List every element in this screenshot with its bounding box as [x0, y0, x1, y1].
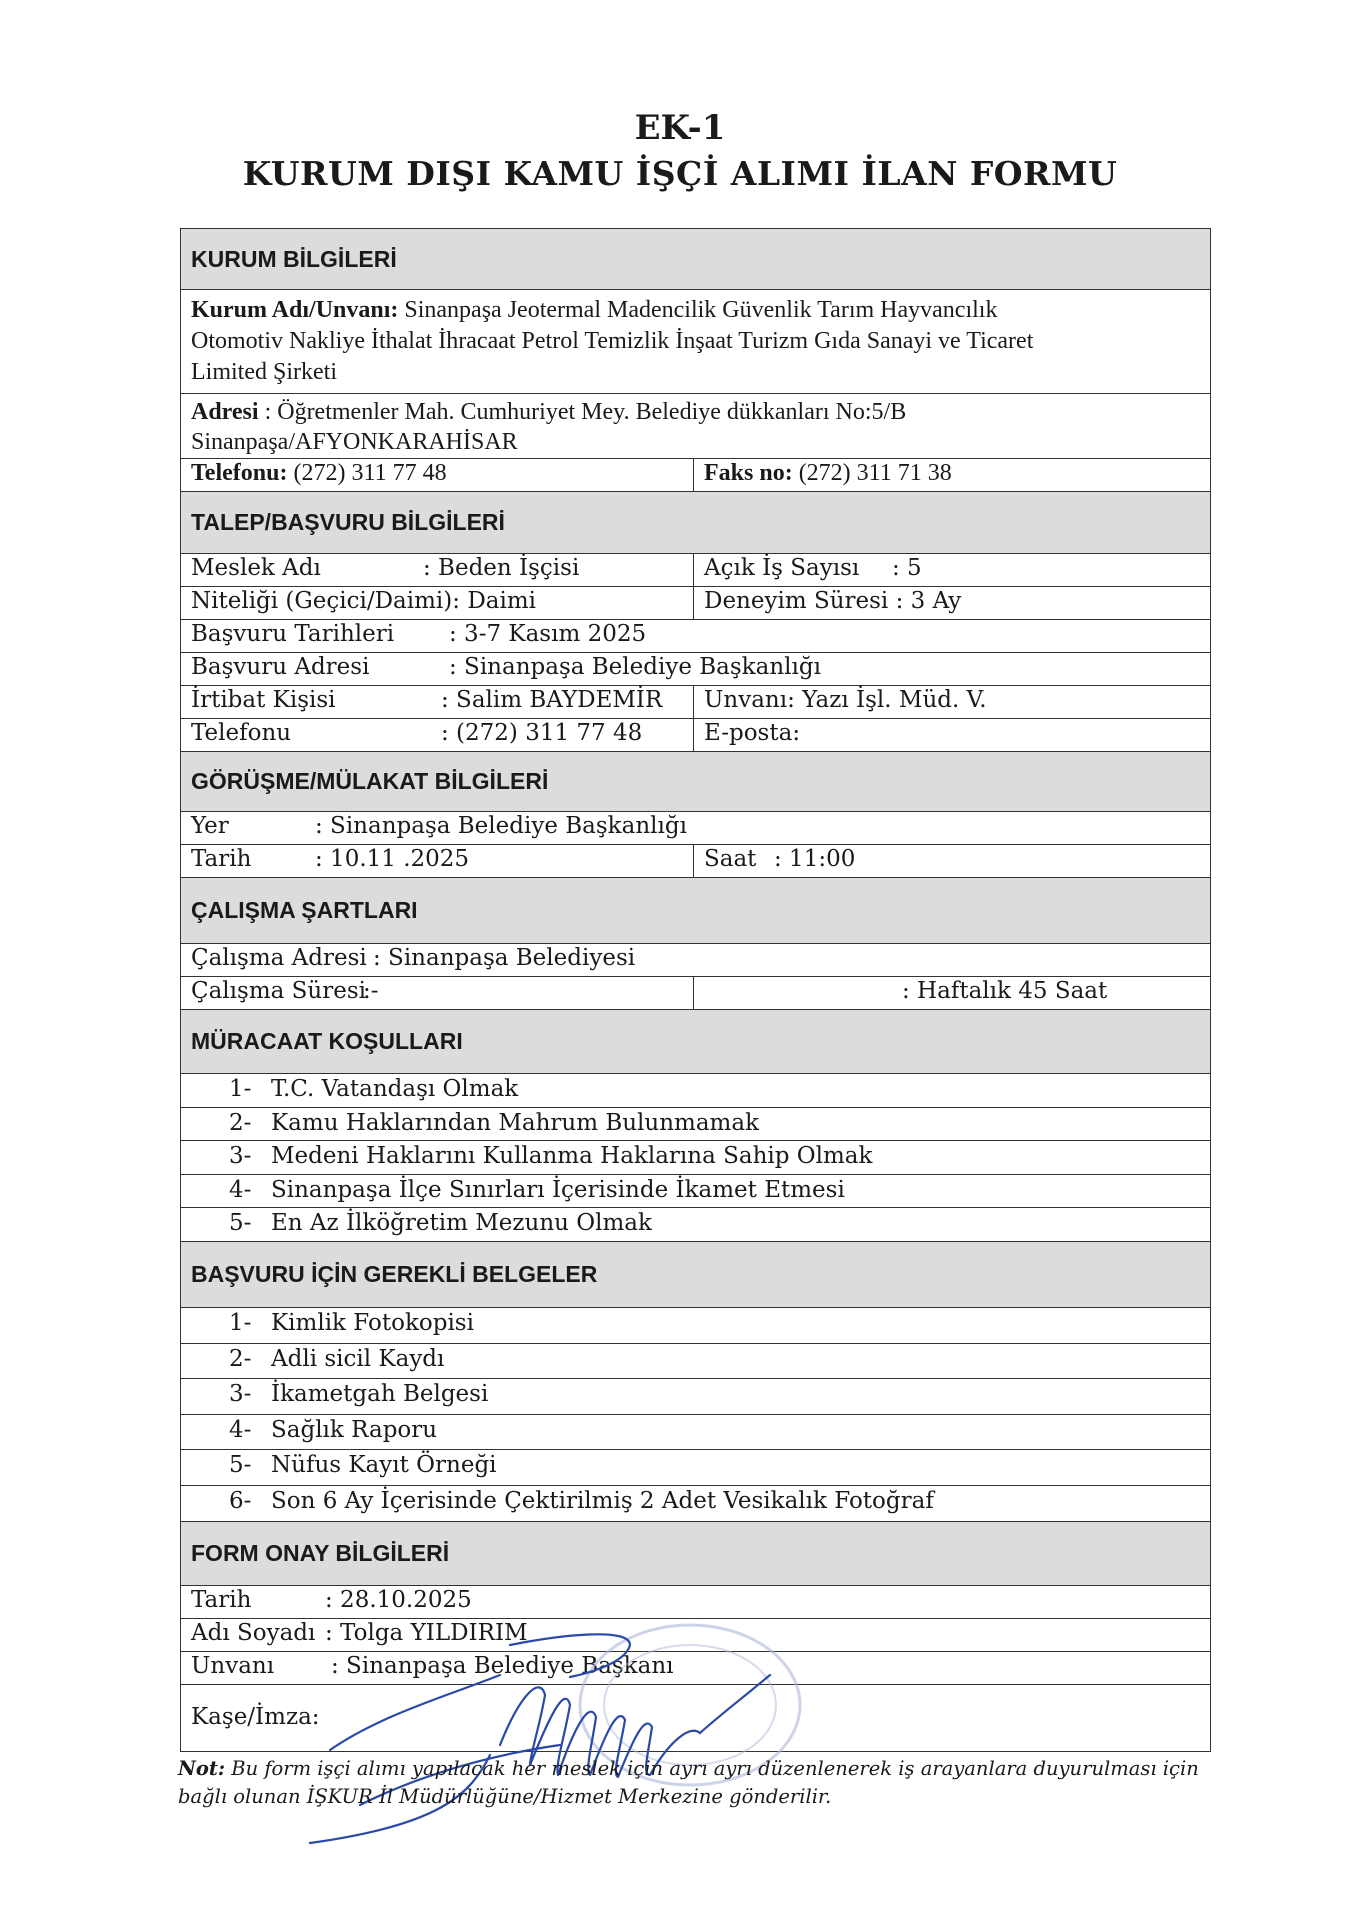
list-item-text: Kimlik Fotokopisi [271, 1310, 474, 1336]
kurum-phone-label: Telefonu: [191, 460, 288, 486]
list-item-number: 1- [229, 1310, 252, 1336]
note-text: Bu form işçi alımı yapılacak her meslek için ayrı ayrı düzenlenerek iş arayanlara duyurulması için bağlı olunan İŞKUR İl Müdürlüğüne/Hizmet Merkezine gönderilir. [178, 1757, 1199, 1808]
kurum-name-line3: Limited Şirketi [191, 359, 337, 385]
kurum-phone-row [181, 458, 1210, 491]
section-onay: FORM ONAY BİLGİLERİ [181, 1521, 1210, 1585]
list-item [181, 1485, 1210, 1521]
list-item-number: 2- [229, 1345, 252, 1372]
list-item-text: Sinanpaşa İlçe Sınırları İçerisinde İkamet Etmesi [271, 1176, 845, 1203]
list-item-number: 2- [229, 1109, 252, 1136]
list-item-text: Adli sicil Kaydı [271, 1345, 445, 1372]
kase-imza-label: Kaşe/İmza: [191, 1704, 320, 1730]
kurum-name-line1: Sinanpaşa Jeotermal Madencilik Güvenlik Tarım Hayvancılık [404, 297, 998, 323]
talep-telefon-label: Telefonu [191, 720, 292, 746]
onay-tarih-value: : 28.10.2025 [325, 1587, 472, 1613]
list-item-number: 3- [229, 1143, 252, 1170]
list-item-number: 3- [229, 1381, 252, 1408]
calisma-sure-label: Çalışma Süresi [191, 978, 366, 1004]
acik-is-value: : 5 [892, 555, 922, 581]
kurum-address-line1: : Öğretmenler Mah. Cumhuriyet Mey. Belediye dükkanları No:5/B [264, 399, 907, 425]
list-item [181, 1414, 1210, 1450]
list-item-text: Kamu Haklarından Mahrum Bulunmamak [271, 1109, 760, 1136]
eposta-label: E-posta: [693, 719, 1212, 751]
list-item-number: 5- [229, 1452, 252, 1479]
talep-telefon-value: : (272) 311 77 48 [441, 720, 643, 746]
onay-ad-value: : Tolga YILDIRIM [325, 1620, 528, 1646]
talep-telefon-row [181, 718, 1210, 751]
irtibat-unvan: Unvanı: Yazı İşl. Müd. V. [693, 686, 1212, 718]
onay-ad-label: Adı Soyadı [191, 1620, 316, 1646]
form-table [180, 228, 1211, 1752]
list-item [181, 1073, 1210, 1107]
section-muracaat: MÜRACAAT KOŞULLARI [181, 1009, 1210, 1073]
calisma-sure-value: :- [363, 978, 379, 1004]
gorusme-saat-value: : 11:00 [774, 846, 856, 872]
list-item [181, 1140, 1210, 1174]
gorusme-tarih-row [181, 844, 1210, 877]
calisma-adres-label: Çalışma Adresi [191, 945, 367, 971]
list-item-number: 6- [229, 1488, 252, 1514]
section-belgeler: BAŞVURU İÇİN GEREKLİ BELGELER [181, 1241, 1210, 1307]
list-item [181, 1207, 1210, 1241]
irtibat-value: : Salim BAYDEMİR [441, 687, 663, 713]
gorusme-saat-label: Saat [704, 846, 757, 872]
talep-nitelik-row [181, 586, 1210, 619]
annex-title: EK-1 [634, 108, 726, 148]
calisma-sure-row [181, 976, 1210, 1009]
kurum-address-label: Adresi [191, 399, 259, 425]
calisma-adres-row [181, 943, 1210, 976]
kurum-name-line2: Otomotiv Nakliye İthalat İhracaat Petrol Temizlik İnşaat Turizm Gıda Sanayi ve Ticaret [191, 328, 1034, 354]
footer-note [178, 1755, 1218, 1811]
kurum-address-line2: Sinanpaşa/AFYONKARAHİSAR [191, 429, 518, 455]
form-title: KURUM DIŞI KAMU İŞÇİ ALIMI İLAN FORMU [242, 154, 1118, 193]
list-item-number: 5- [229, 1210, 252, 1237]
note-label: Not: [178, 1757, 226, 1780]
list-item [181, 1174, 1210, 1208]
list-item [181, 1107, 1210, 1141]
gorusme-yer-label: Yer [191, 813, 229, 839]
basvuru-adres-label: Başvuru Adresi [191, 654, 370, 680]
list-item-text: Sağlık Raporu [271, 1416, 438, 1443]
deneyim-value: Deneyim Süresi : 3 Ay [693, 587, 1212, 619]
meslek-value: : Beden İşçisi [423, 555, 580, 581]
kurum-phone: (272) 311 77 48 [293, 460, 447, 486]
meslek-label: Meslek Adı [191, 555, 321, 581]
talep-meslek-row [181, 553, 1210, 586]
list-item-text: İkametgah Belgesi [271, 1381, 489, 1408]
kurum-name-row [181, 289, 1210, 393]
talep-irtibat-row [181, 685, 1210, 718]
gorusme-yer-value: : Sinanpaşa Belediye Başkanlığı [315, 813, 687, 839]
nitelik-value: Niteliği (Geçici/Daimi): Daimi [191, 588, 536, 614]
section-calisma: ÇALIŞMA ŞARTLARI [181, 877, 1210, 943]
onay-unvan-label: Unvanı [191, 1653, 275, 1679]
basvuru-tarih-label: Başvuru Tarihleri [191, 621, 395, 647]
list-item-text: En Az İlköğretim Mezunu Olmak [271, 1210, 652, 1237]
list-item-text: Nüfus Kayıt Örneği [271, 1452, 497, 1479]
acik-is-label: Açık İş Sayısı [704, 555, 860, 581]
gorusme-tarih-label: Tarih [191, 846, 252, 872]
basvuru-adres-value: : Sinanpaşa Belediye Başkanlığı [449, 654, 821, 680]
kurum-address-row [181, 393, 1210, 458]
list-item [181, 1307, 1210, 1343]
irtibat-label: İrtibat Kişisi [191, 687, 336, 713]
list-item-number: 4- [229, 1416, 252, 1443]
kurum-fax-label: Faks no: [704, 460, 793, 486]
onay-unvan-value: : Sinanpaşa Belediye Başkanı [331, 1653, 674, 1679]
section-kurum: KURUM BİLGİLERİ [181, 229, 1210, 289]
talep-adres-row [181, 652, 1210, 685]
section-gorusme: GÖRÜŞME/MÜLAKAT BİLGİLERİ [181, 751, 1210, 811]
talep-tarih-row [181, 619, 1210, 652]
calisma-saatleri-value: : Haftalık 45 Saat [902, 978, 1108, 1004]
section-talep: TALEP/BAŞVURU BİLGİLERİ [181, 491, 1210, 553]
list-item-text: Son 6 Ay İçerisinde Çektirilmiş 2 Adet Vesikalık Fotoğraf [271, 1488, 934, 1514]
gorusme-tarih-value: : 10.11 .2025 [315, 846, 470, 872]
list-item-number: 4- [229, 1176, 252, 1203]
list-item [181, 1378, 1210, 1414]
onay-tarih-label: Tarih [191, 1587, 252, 1613]
calisma-adres-value: : Sinanpaşa Belediyesi [373, 945, 636, 971]
list-item-number: 1- [229, 1076, 252, 1102]
list-item [181, 1449, 1210, 1485]
kurum-fax: (272) 311 71 38 [798, 460, 952, 486]
basvuru-tarih-value: : 3-7 Kasım 2025 [449, 621, 647, 647]
list-item [181, 1343, 1210, 1379]
list-item-text: Medeni Haklarını Kullanma Haklarına Sahip Olmak [271, 1143, 873, 1170]
kurum-name-label: Kurum Adı/Unvanı: [191, 297, 399, 323]
list-item-text: T.C. Vatandaşı Olmak [271, 1076, 519, 1102]
gorusme-yer-row [181, 811, 1210, 844]
